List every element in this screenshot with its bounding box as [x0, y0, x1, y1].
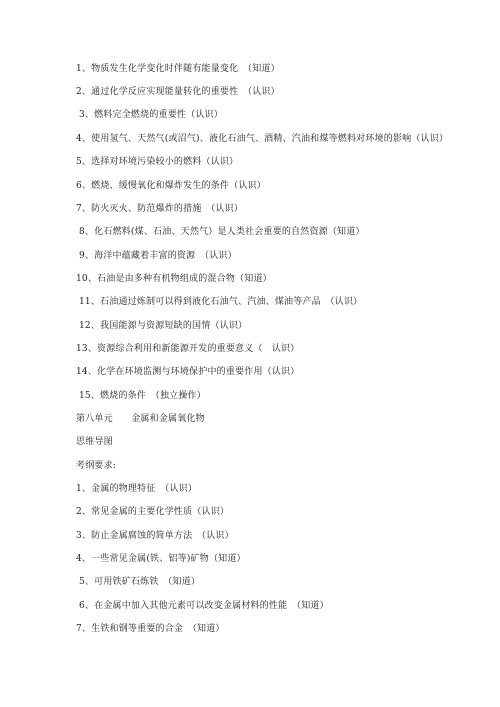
item-5: 5、选择对环境污染较小的燃料（认识）	[76, 157, 239, 167]
metal-item-1: 1、金属的物理特征 （认识）	[76, 484, 198, 494]
item-9: 9、海洋中蕴藏着丰富的资源 （认识）	[79, 251, 237, 261]
item-7: 7、防火灭火、防范爆炸的措施 （认识）	[76, 204, 244, 214]
item-15: 15、燃烧的条件 （独立操作）	[79, 391, 206, 401]
metal-item-2: 2、常见金属的主要化学性质（认识）	[76, 507, 230, 517]
item-14: 14、化学在环境监测与环境保护中的重要作用（认识）	[76, 367, 300, 377]
syllabus-heading: 考纲要求:	[76, 461, 117, 471]
mind-map-heading: 思维导图	[76, 437, 113, 447]
metal-item-5: 5、可用铁矿石炼铁 （知道）	[79, 577, 201, 587]
item-11: 11、石油通过炼制可以得到液化石油气、汽油、煤油等产品 （认识）	[79, 297, 363, 307]
item-8: 8、化石燃料(煤、石油、天然气）是人类社会重要的自然资源（知道）	[79, 227, 365, 237]
item-10: 10、石油是由多种有机物组成的混合物（知道）	[76, 274, 272, 284]
item-12: 12、我国能源与资源短缺的国情（认识）	[79, 321, 248, 331]
item-3: 3、燃料完全燃烧的重要性（认识）	[79, 110, 223, 120]
metal-item-6: 6、在金属中加入其他元素可以改变金属材料的性能 （知道）	[79, 601, 329, 611]
metal-item-4: 4、一些常见金属(铁、铝等)矿物（知道）	[76, 554, 246, 564]
metal-item-3: 3、防止金属腐蚀的简单方法 （认识）	[76, 531, 234, 541]
unit-heading: 第八单元 金属和金属氧化物	[76, 414, 205, 424]
metal-item-7: 7、生铁和钢等重要的合金 （知道）	[76, 624, 225, 634]
item-4: 4、使用氢气、天然气(或沼气)、液化石油气、酒精、汽油和煤等燃料对环境的影响（认识）	[76, 134, 449, 144]
item-1: 1、物质发生化学变化时伴随有能量变化 （知道）	[76, 64, 280, 74]
item-6: 6、燃烧、缓慢氧化和爆炸发生的条件（认识）	[76, 181, 266, 191]
item-2: 2、通过化学反应实现能量转化的重要性 （认识）	[76, 87, 280, 97]
item-13: 13、资源综合利用和新能源开发的重要意义（ 认识）	[76, 344, 300, 354]
